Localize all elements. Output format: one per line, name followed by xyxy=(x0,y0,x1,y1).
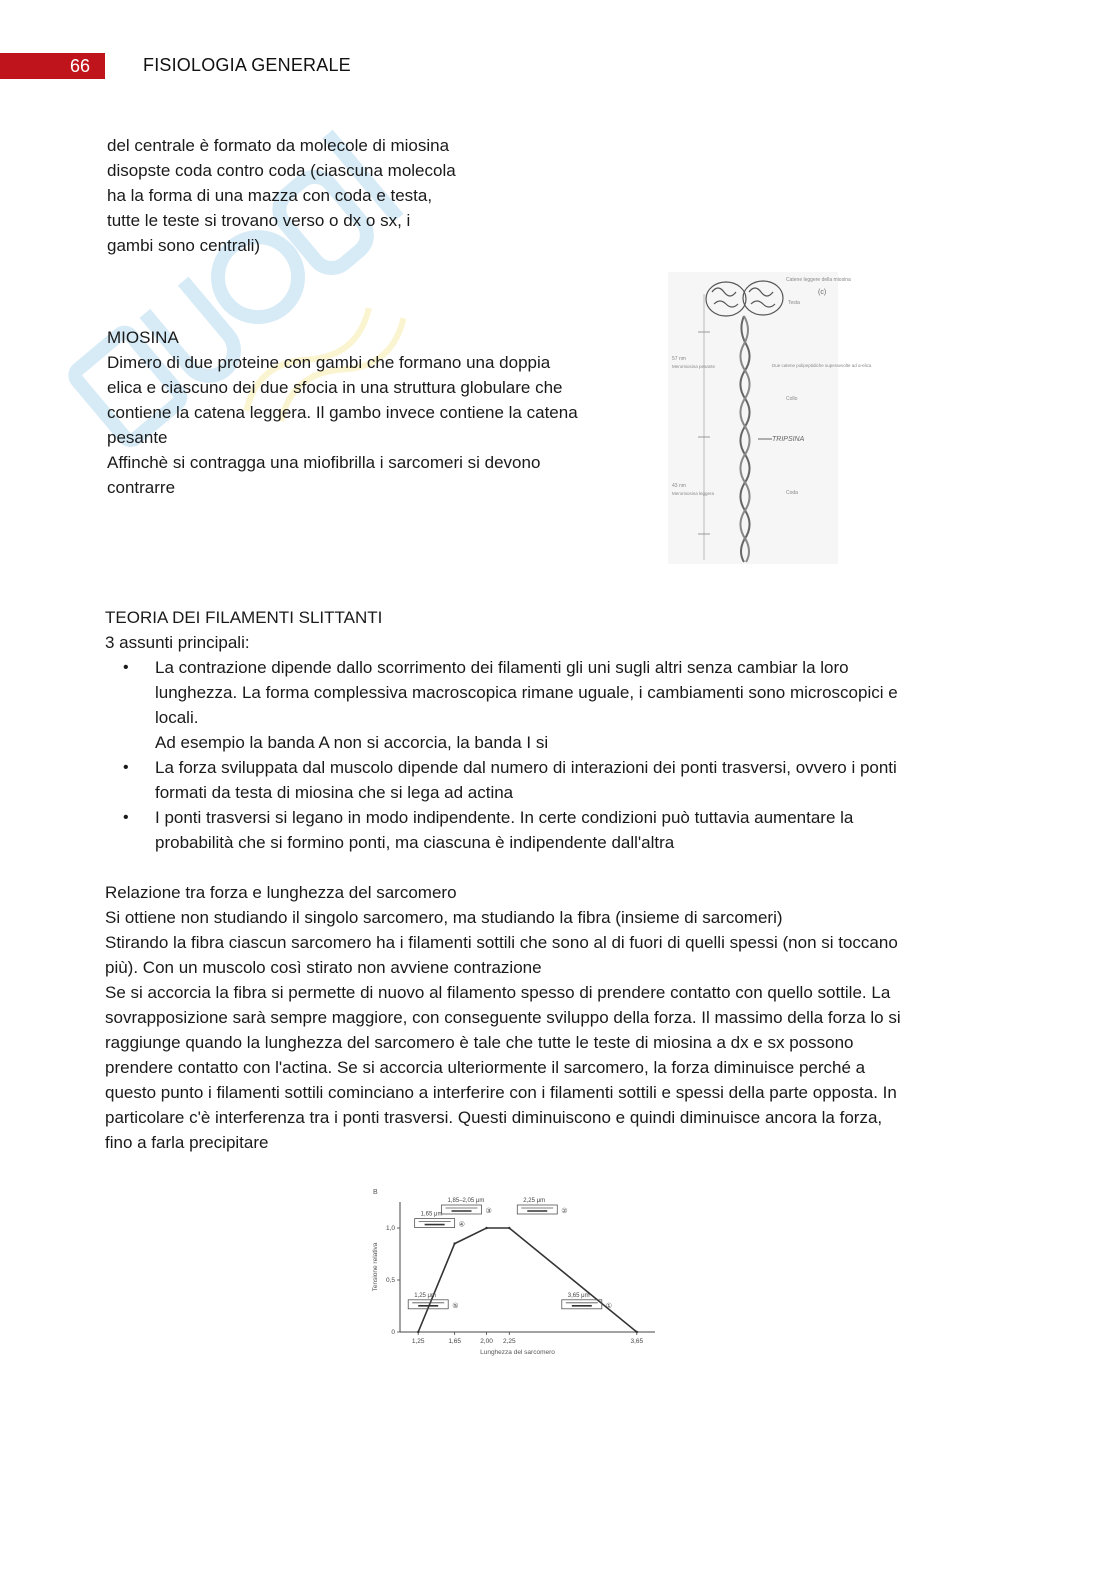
annotation-label: 1,85–2,05 μm xyxy=(447,1198,485,1204)
bullet-line: probabilità che si formino ponti, ma ciascuna è indipendente dall'altra xyxy=(155,833,675,852)
label-trypsin: TRIPSINA xyxy=(772,436,805,443)
x-tick-label: 2,00 xyxy=(480,1338,493,1345)
intro-line: tutte le teste si trovano verso o dx o sx, i xyxy=(107,211,411,230)
teoria-bullet xyxy=(105,655,1025,755)
chart-x-label: Lunghezza del sarcomero xyxy=(480,1349,555,1356)
label-neck: Collo xyxy=(786,396,798,402)
bullet-line: • La contrazione dipende dallo scorrimento dei filamenti gli uni sugli altri senza cambiar la loro xyxy=(155,658,849,677)
label-tail: Coda xyxy=(786,490,798,496)
label-two-chains: Due catene polipeptidiche superavvolte ad α-elica xyxy=(772,363,872,368)
annotation-marker: ④ xyxy=(458,1220,465,1229)
x-tick-label: 3,65 xyxy=(630,1338,644,1345)
chart-y-label: Tensione relativa xyxy=(372,1242,379,1292)
relazione-section xyxy=(105,880,1025,1155)
relazione-line: raggiunge quando la lunghezza del sarcomero è tale che tutte le teste di miosina a dx e sx possono xyxy=(105,1033,854,1052)
relazione-line: particolare c'è interferenza tra i ponti trasversi. Questi diminuiscono e quindi diminuisce ancora la forza, xyxy=(105,1108,883,1127)
teoria-section xyxy=(105,605,1025,855)
bullet-line: formati da testa di miosina che si lega ad actina xyxy=(155,783,514,802)
data-point xyxy=(485,1227,487,1229)
relazione-line: Se si accorcia la fibra si permette di nuovo al filamento spesso di prendere contatto con quello sottile. La xyxy=(105,983,891,1002)
intro-line: ha la forma di una mazza con coda e testa, xyxy=(107,186,433,205)
chart-panel-label: B xyxy=(373,1189,378,1196)
intro-line: disopste coda contro coda (ciascuna molecola xyxy=(107,161,456,180)
intro-paragraph xyxy=(107,133,456,258)
label-head: Testa xyxy=(788,300,800,306)
x-tick-label: 1,65 xyxy=(448,1338,461,1345)
relazione-line: fino a farla precipitare xyxy=(105,1133,269,1152)
annotation-marker: ① xyxy=(605,1301,613,1310)
label-corner: (c) xyxy=(818,289,827,296)
intro-line: del centrale è formato da molecole di miosina xyxy=(107,136,450,155)
x-tick-label: 2,25 xyxy=(502,1338,516,1345)
relazione-line: Relazione tra forza e lunghezza del sarcomero xyxy=(105,883,457,902)
y-tick-label: 1,0 xyxy=(385,1225,395,1232)
annotation-marker: ② xyxy=(561,1207,568,1215)
teoria-bullet xyxy=(105,805,1025,855)
miosina-line: pesante xyxy=(107,428,168,447)
teoria-bullet xyxy=(105,755,1025,805)
annotation-marker: ⑤ xyxy=(452,1301,459,1310)
x-tick-label: 1,25 xyxy=(411,1338,425,1345)
label-heavy-meromyosin: Meromiosina pesante xyxy=(672,364,716,369)
annotation-label: 1,25 μm xyxy=(414,1292,437,1299)
teoria-title: TEORIA DEI FILAMENTI SLITTANTI xyxy=(105,608,383,627)
relazione-line: prendere contatto con l'actina. Se si accorcia ulteriormente il sarcomero, la forza diminuisce perché a xyxy=(105,1058,866,1077)
label-light-meromyosin: Meromiosina leggera xyxy=(672,491,715,496)
relazione-line: questo punto i filamenti sottili cominciano a interferire con i filamenti sottili e spessi della parte opposta. In xyxy=(105,1083,897,1102)
annotation-label: 1,65 μm xyxy=(420,1211,443,1218)
data-point xyxy=(508,1227,510,1229)
y-tick-label: 0 xyxy=(391,1329,395,1336)
miosina-line: elica e ciascuno dei due sfocia in una struttura globulare che xyxy=(107,378,563,397)
annotation-label: 3,65 μm xyxy=(567,1292,590,1299)
relazione-line: Stirando la fibra ciascun sarcomero ha i filamenti sottili che sono al di fuori di quelli spessi (non si toccano xyxy=(105,933,898,952)
intro-line: gambi sono centrali) xyxy=(107,236,261,255)
miosina-section xyxy=(107,325,578,500)
force-length-chart xyxy=(365,1180,665,1365)
relazione-line: sovrapposizione sarà sempre maggiore, con conseguente sviluppo della forza. Il massimo della forza lo si xyxy=(105,1008,901,1027)
miosina-line: contrarre xyxy=(107,478,176,497)
relazione-line: più). Con un muscolo così stirato non avviene contrazione xyxy=(105,958,542,977)
page-number: 66 xyxy=(69,56,91,76)
label-light-chain: Catene leggere della miosina xyxy=(786,277,851,283)
myosin-molecule-figure xyxy=(668,272,872,564)
teoria-bullet-list xyxy=(105,655,1025,855)
relazione-line: Si ottiene non studiando il singolo sarcomero, ma studiando la fibra (insieme di sarcomeri) xyxy=(105,908,783,927)
miosina-line: Affinchè si contragga una miofibrilla i sarcomeri si devono xyxy=(107,453,541,472)
miosina-title: MIOSINA xyxy=(107,328,179,347)
data-point xyxy=(453,1242,455,1244)
bullet-line: locali. xyxy=(155,708,199,727)
bullet-line: • I ponti trasversi si legano in modo indipendente. In certe condizioni può tuttavia aumentare la xyxy=(155,808,854,827)
label-len-bottom: 43 nm xyxy=(672,483,686,489)
data-point xyxy=(417,1331,419,1333)
teoria-subtitle: 3 assunti principali: xyxy=(105,633,250,652)
annotation-label: 2,25 μm xyxy=(523,1198,546,1204)
data-point xyxy=(636,1331,638,1333)
y-tick-label: 0,5 xyxy=(385,1277,395,1284)
bullet-line: Ad esempio la banda A non si accorcia, la banda I si xyxy=(155,733,549,752)
label-len-top: 57 nm xyxy=(672,356,686,362)
miosina-line: Dimero di due proteine con gambi che formano una doppia xyxy=(107,353,551,372)
miosina-line: contiene la catena leggera. Il gambo invece contiene la catena xyxy=(107,403,578,422)
bullet-line: lunghezza. La forma complessiva macroscopica rimane uguale, i cambiamenti sono microscopici e xyxy=(155,683,898,702)
bullet-line: • La forza sviluppata dal muscolo dipende dal numero di interazioni dei ponti trasversi, ovvero i ponti xyxy=(155,758,897,777)
annotation-marker: ③ xyxy=(485,1207,492,1215)
running-title: FISIOLOGIA GENERALE xyxy=(143,55,351,75)
page-number-box xyxy=(0,53,105,79)
